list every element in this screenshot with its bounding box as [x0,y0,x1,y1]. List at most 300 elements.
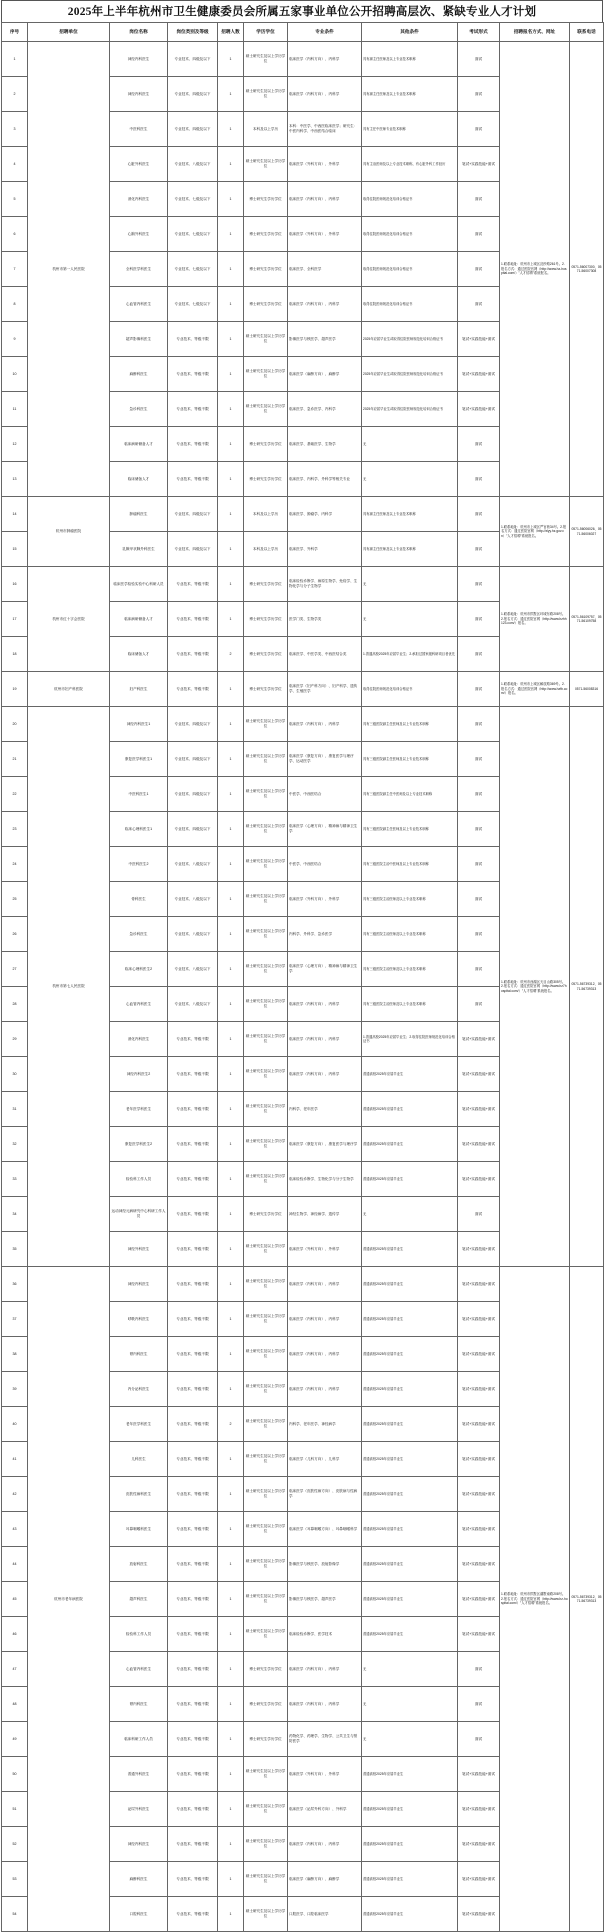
cell-education: 硕士研究生及以上学历学位 [244,847,288,882]
cell-education: 硕士研究生及以上学历学位 [244,322,288,357]
cell-exam: 面试 [458,742,500,777]
cell-major: 临床医学（妇产科方向）、妇产科学、遗传学、生殖医学 [288,672,362,707]
cell-education: 博士研究生学历学位 [244,637,288,672]
cell-no: 53 [2,1862,28,1897]
cell-phone: 0571-56007300、0571-56007308 [570,42,604,497]
cell-post: 检验科工作人员 [110,1162,168,1197]
cell-other: 具有副主任医师及以上专业技术职称 [362,497,458,532]
cell-exam: 面试 [458,532,500,567]
cell-category: 专业技术、四级及以下 [168,707,218,742]
cell-education: 硕士研究生及以上学历学位 [244,1302,288,1337]
cell-education: 硕士研究生及以上学历学位 [244,1477,288,1512]
cell-no: 50 [2,1757,28,1792]
cell-post: 呼吸内科医生 [110,1302,168,1337]
cell-post: 超声影像科医生 [110,322,168,357]
cell-category: 专业技术、八级及以下 [168,952,218,987]
cell-category: 专业技术、等级不限 [168,567,218,602]
cell-education: 博士研究生学历学位 [244,1722,288,1757]
cell-education: 硕士研究生及以上学历学位 [244,1092,288,1127]
cell-major: 内科学、老年医学、神经病学 [288,1407,362,1442]
table-row [2,672,604,707]
cell-other: 具有三级医院副主任医师及以上专业技术职称 [362,707,458,742]
cell-category: 专业技术、八级及以下 [168,147,218,182]
cell-number: 1 [218,1722,244,1757]
cell-exam: 笔试+实践技能+面试 [458,392,500,427]
cell-exam: 面试 [458,217,500,252]
cell-category: 专业技术、等级不限 [168,1827,218,1862]
cell-number: 1 [218,322,244,357]
cell-major: 临床医学、外科学 [288,532,362,567]
cell-post: 心血管内科医生 [110,287,168,322]
cell-other: 具有三级医院主治医师及以上专业技术职称 [362,987,458,1022]
cell-post: 耳鼻咽喉科医生 [110,1512,168,1547]
cell-registration: 1.联系地址：杭州市上城区浣纱路261号。2.报名方式：通过医院官网（http://www.hz-hospital.com/）"人才招聘"系统报名。 [500,42,570,497]
cell-category: 专业技术、等级不限 [168,1057,218,1092]
cell-education: 硕士研究生及以上学历学位 [244,812,288,847]
cell-education: 硕士研究生及以上学历学位 [244,1267,288,1302]
cell-no: 45 [2,1582,28,1617]
header-unit: 招聘单位 [28,23,110,42]
cell-exam: 面试 [458,707,500,742]
cell-other: 取得住院医师规范化培训合格证书 [362,182,458,217]
cell-category: 专业技术、四级及以下 [168,77,218,112]
cell-category: 专业技术、等级不限 [168,1477,218,1512]
cell-category: 专业技术、等级不限 [168,1442,218,1477]
cell-post: 急诊科医生 [110,392,168,427]
cell-education: 硕士研究生及以上学历学位 [244,357,288,392]
cell-other: 普通高校2025年应届毕业生 [362,1092,458,1127]
cell-major: 临床医学（儿科方向）、儿科学 [288,1442,362,1477]
cell-no: 4 [2,147,28,182]
cell-no: 33 [2,1162,28,1197]
cell-post: 临床心理科医生2 [110,952,168,987]
cell-category: 专业技术、等级不限 [168,1162,218,1197]
cell-exam: 笔试+实践技能+面试 [458,1617,500,1652]
cell-education: 博士研究生学历学位 [244,462,288,497]
cell-category: 专业技术、四级及以下 [168,812,218,847]
cell-post: 麻醉科医生 [110,1862,168,1897]
cell-category: 专业技术、等级不限 [168,1337,218,1372]
cell-education: 硕士研究生及以上学历学位 [244,1407,288,1442]
cell-other: 具有副主任医师及以上专业技术职称 [362,42,458,77]
cell-other: 取得住院医师规范化培训合格证书 [362,672,458,707]
cell-category: 专业技术、等级不限 [168,1722,218,1757]
cell-no: 39 [2,1372,28,1407]
cell-major: 临床医学（内科方向）、内科学 [288,42,362,77]
cell-major: 临床检验诊断学、病原生物学、免疫学、生物化学与分子生物学 [288,567,362,602]
cell-exam: 面试 [458,252,500,287]
cell-number: 1 [218,1127,244,1162]
cell-major: 影像医学与核医学、超声医学 [288,1582,362,1617]
cell-category: 专业技术、七级及以下 [168,252,218,287]
cell-no: 14 [2,497,28,532]
cell-other: 普通高校2025年应届毕业生 [362,1827,458,1862]
cell-no: 15 [2,532,28,567]
cell-number: 1 [218,287,244,322]
cell-major: 本科：中医学、中西医临床医学；研究生：中医内科学、中西医结合临床 [288,112,362,147]
header-other: 其他条件 [362,23,458,42]
cell-post: 康复医学科医生2 [110,1127,168,1162]
cell-major: 医学门类、生物学类 [288,602,362,637]
cell-category: 专业技术、等级不限 [168,1092,218,1127]
cell-exam: 笔试+实践技能+面试 [458,1162,500,1197]
cell-no: 12 [2,427,28,462]
cell-other: 普通高校2025年应届毕业生 [362,1617,458,1652]
header-category: 岗位类别及等级 [168,23,218,42]
cell-post: 临床医学检验实验中心科研人员 [110,567,168,602]
cell-post: 心脏外科医生 [110,147,168,182]
cell-category: 专业技术、等级不限 [168,427,218,462]
cell-major: 临床医学（外科方向）、外科学 [288,147,362,182]
cell-other: 无 [362,567,458,602]
cell-education: 博士研究生学历学位 [244,1197,288,1232]
cell-no: 52 [2,1827,28,1862]
cell-major: 临床医学（内科方向）、内科学 [288,1687,362,1722]
cell-post: 皮肤性病科医生 [110,1477,168,1512]
cell-no: 41 [2,1442,28,1477]
cell-no: 38 [2,1337,28,1372]
cell-post: 普通外科医生 [110,1757,168,1792]
cell-education: 博士研究生学历学位 [244,182,288,217]
cell-post: 神经内科医生 [110,42,168,77]
cell-major: 临床医学（皮肤性病方向）、皮肤病与性病学 [288,1477,362,1512]
cell-exam: 笔试+实践技能+面试 [458,322,500,357]
cell-unit: 杭州市红十字会医院 [28,567,110,672]
cell-education: 硕士研究生及以上学历学位 [244,1827,288,1862]
cell-number: 1 [218,532,244,567]
cell-exam: 面试 [458,917,500,952]
cell-major: 中医学、中西医结合 [288,847,362,882]
cell-exam: 笔试+实践技能+面试 [458,1022,500,1057]
header-number: 招聘人数 [218,23,244,42]
cell-education: 硕士研究生及以上学历学位 [244,1792,288,1827]
cell-other: 具有副主任医师及以上专业技术职称 [362,532,458,567]
cell-number: 1 [218,1652,244,1687]
cell-category: 专业技术、四级及以下 [168,497,218,532]
cell-category: 专业技术、等级不限 [168,1792,218,1827]
cell-exam: 面试 [458,602,500,637]
cell-exam: 面试 [458,1722,500,1757]
cell-other: 取得住院医师规范化培训合格证书 [362,287,458,322]
cell-registration: 1.联系地址：杭州市拱墅区湖墅南路208号。2.报名方式：通过医院官网（http://www.hz-hospital.com/）"人才招聘"系统报名。 [500,1267,570,1932]
cell-number: 1 [218,672,244,707]
cell-other: 具有三级医院副主任医师及以上专业技术职称 [362,742,458,777]
cell-other: 1.普通高校2025年应届毕业生；2.承担过国家级科研项目者优先 [362,637,458,672]
cell-education: 硕士研究生及以上学历学位 [244,987,288,1022]
cell-other: 普通高校2025年应届毕业生 [362,1512,458,1547]
cell-no: 10 [2,357,28,392]
cell-unit: 杭州市第七人民医院 [28,707,110,1267]
cell-category: 专业技术、等级不限 [168,1897,218,1932]
cell-exam: 笔试+实践技能+面试 [458,1407,500,1442]
cell-education: 硕士研究生及以上学历学位 [244,42,288,77]
cell-category: 专业技术、等级不限 [168,1197,218,1232]
cell-no: 5 [2,182,28,217]
cell-unit: 杭州市妇产科医院 [28,672,110,707]
cell-education: 硕士研究生及以上学历学位 [244,1582,288,1617]
cell-major: 临床医学（内科方向）、内科学 [288,1372,362,1407]
cell-post: 放射科医生 [110,1547,168,1582]
cell-other: 2025年应届毕业生或取得住院医师规范化培训合格证书 [362,357,458,392]
cell-major: 临床医学（外科方向）、外科学 [288,217,362,252]
cell-major: 临床医学、中医学类、中西医结合类 [288,637,362,672]
cell-exam: 面试 [458,812,500,847]
cell-number: 1 [218,1022,244,1057]
cell-exam: 面试 [458,497,500,532]
cell-number: 1 [218,1302,244,1337]
cell-category: 专业技术、等级不限 [168,1372,218,1407]
cell-major: 临床医学（麻醉方向）、麻醉学 [288,1862,362,1897]
cell-other: 2025年应届毕业生或取得住院医师规范化培训合格证书 [362,392,458,427]
cell-no: 47 [2,1652,28,1687]
cell-education: 硕士研究生及以上学历学位 [244,1372,288,1407]
cell-category: 专业技术、等级不限 [168,1302,218,1337]
cell-no: 22 [2,777,28,812]
cell-major: 临床医学（内科方向）、内科学 [288,1337,362,1372]
cell-category: 专业技术、等级不限 [168,1407,218,1442]
cell-phone: 0571-56739312、0571-56739313 [570,707,604,1267]
cell-education: 硕士研究生及以上学历学位 [244,1442,288,1477]
cell-post: 心血管内科医生 [110,1652,168,1687]
cell-number: 1 [218,1442,244,1477]
cell-unit: 杭州市肿瘤医院 [28,497,110,567]
cell-no: 37 [2,1302,28,1337]
cell-major: 临床医学（内科方向）、内科学 [288,1267,362,1302]
cell-other: 普通高校2025年应届毕业生 [362,1162,458,1197]
cell-other: 普通高校2025年应届毕业生 [362,1302,458,1337]
header-no: 序号 [2,23,28,42]
cell-category: 专业技术、等级不限 [168,1232,218,1267]
cell-major: 临床医学（耳鼻咽喉方向）、耳鼻咽喉科学 [288,1512,362,1547]
cell-education: 硕士研究生及以上学历学位 [244,1232,288,1267]
cell-number: 1 [218,252,244,287]
cell-major: 临床医学（内科方向）、内科学 [288,987,362,1022]
cell-education: 硕士研究生及以上学历学位 [244,742,288,777]
cell-major: 药物化学、药理学、生物学、公共卫生与预防医学 [288,1722,362,1757]
cell-education: 博士研究生学历学位 [244,567,288,602]
cell-education: 硕士研究生及以上学历学位 [244,1617,288,1652]
cell-education: 硕士研究生及以上学历学位 [244,147,288,182]
cell-no: 23 [2,812,28,847]
cell-number: 1 [218,1057,244,1092]
cell-education: 博士研究生学历学位 [244,287,288,322]
cell-post: 儿科医生 [110,1442,168,1477]
cell-other: 无 [362,1722,458,1757]
cell-post: 骨科医生 [110,882,168,917]
cell-number: 1 [218,217,244,252]
cell-exam: 面试 [458,637,500,672]
cell-number: 1 [218,952,244,987]
cell-no: 44 [2,1547,28,1582]
cell-number: 1 [218,1232,244,1267]
cell-other: 1.普通高校2025年应届毕业生；2.取得住院医师规范化培训合格证书 [362,1022,458,1057]
cell-number: 1 [218,777,244,812]
cell-number: 1 [218,392,244,427]
cell-education: 硕士研究生及以上学历学位 [244,952,288,987]
cell-no: 35 [2,1232,28,1267]
table-row [2,42,604,77]
cell-education: 硕士研究生及以上学历学位 [244,1162,288,1197]
cell-major: 临床医学（外科方向）、外科学 [288,882,362,917]
cell-no: 13 [2,462,28,497]
cell-post: 临床科研工作人员 [110,1722,168,1757]
cell-number: 1 [218,1477,244,1512]
cell-post: 运动神经元病研究中心科研工作人员 [110,1197,168,1232]
cell-category: 专业技术、七级及以下 [168,287,218,322]
cell-no: 32 [2,1127,28,1162]
cell-post: 心血管内科医生 [110,987,168,1022]
cell-exam: 笔试+实践技能+面试 [458,1477,500,1512]
header-education: 学历学位 [244,23,288,42]
cell-no: 8 [2,287,28,322]
cell-education: 本科及以上学历 [244,112,288,147]
cell-exam: 面试 [458,112,500,147]
cell-education: 博士研究生学历学位 [244,427,288,462]
cell-education: 博士研究生学历学位 [244,602,288,637]
cell-other: 普通高校2025年应届毕业生 [362,1547,458,1582]
cell-education: 硕士研究生及以上学历学位 [244,882,288,917]
cell-category: 专业技术、等级不限 [168,1687,218,1722]
cell-major: 临床医学、肿瘤学、内科学 [288,497,362,532]
cell-other: 普通高校2025年应届毕业生 [362,1267,458,1302]
cell-category: 专业技术、四级及以下 [168,112,218,147]
cell-category: 专业技术、等级不限 [168,357,218,392]
cell-no: 18 [2,637,28,672]
cell-exam: 笔试+实践技能+面试 [458,1372,500,1407]
cell-no: 27 [2,952,28,987]
cell-no: 40 [2,1407,28,1442]
cell-exam: 笔试+实践技能+面试 [458,357,500,392]
cell-no: 11 [2,392,28,427]
cell-number: 1 [218,182,244,217]
cell-education: 博士研究生学历学位 [244,217,288,252]
cell-other: 具有三级医院副主任医师及以上专业技术职称 [362,812,458,847]
cell-number: 2 [218,1407,244,1442]
cell-no: 21 [2,742,28,777]
cell-other: 具有三级医院副主任中医师及以上专业技术职称 [362,777,458,812]
cell-no: 24 [2,847,28,882]
cell-education: 硕士研究生及以上学历学位 [244,1022,288,1057]
cell-no: 25 [2,882,28,917]
cell-other: 具有三级医院主治医师及以上专业技术职称 [362,952,458,987]
cell-major: 临床医学、全科医学 [288,252,362,287]
recruitment-table [1,22,604,1932]
cell-exam: 面试 [458,847,500,882]
header-row [2,23,604,42]
cell-exam: 面试 [458,952,500,987]
cell-major: 临床医学（内科方向）、内科学 [288,707,362,742]
cell-category: 专业技术、四级及以下 [168,532,218,567]
cell-number: 1 [218,1792,244,1827]
cell-category: 专业技术、八级及以下 [168,882,218,917]
cell-category: 专业技术、等级不限 [168,1582,218,1617]
cell-post: 神经内科医生 [110,1267,168,1302]
header-exam: 考试形式 [458,23,500,42]
cell-category: 专业技术、等级不限 [168,1862,218,1897]
cell-no: 42 [2,1477,28,1512]
cell-other: 无 [362,1687,458,1722]
cell-number: 1 [218,112,244,147]
cell-exam: 笔试+实践技能+面试 [458,1547,500,1582]
cell-exam: 面试 [458,1197,500,1232]
cell-other: 普通高校2025年应届毕业生 [362,1407,458,1442]
cell-other: 普通高校2025年应届毕业生 [362,1757,458,1792]
cell-phone: 0571-56109757、0571-56109758 [570,567,604,672]
cell-number: 1 [218,1827,244,1862]
cell-no: 2 [2,77,28,112]
cell-other: 无 [362,1197,458,1232]
cell-registration: 1.联系地址：杭州市西湖区天目山路305号。2.报名方式：通过医院官网（http://www.hz7hospital.com/）"人才招聘"系统报名。 [500,707,570,1267]
cell-other: 取得住院医师规范化培训合格证书 [362,217,458,252]
cell-major: 临床医学（内科方向）、内科学 [288,1302,362,1337]
cell-number: 1 [218,602,244,637]
cell-other: 具有三级医院主治医师及以上专业技术职称 [362,882,458,917]
cell-exam: 面试 [458,77,500,112]
cell-post: 口腔科医生 [110,1897,168,1932]
cell-phone: 0571-56008316 [570,672,604,707]
cell-post: 神经内科医生 [110,77,168,112]
cell-post: 老年医学科医生 [110,1092,168,1127]
cell-phone: 0571-56739312、0571-56739313 [570,1267,604,1932]
cell-number: 1 [218,147,244,182]
cell-major: 临床医学（麻醉方向）、麻醉学 [288,357,362,392]
cell-post: 乳腺甲状腺外科医生 [110,532,168,567]
cell-major: 临床医学（内科方向）、内科学 [288,1827,362,1862]
cell-other: 具有主治医师及以上专业技术职称，有心脏外科工作经历 [362,147,458,182]
cell-exam: 面试 [458,987,500,1022]
cell-exam: 面试 [458,567,500,602]
cell-unit: 杭州市第一人民医院 [28,42,110,497]
table-row [2,1267,604,1302]
cell-education: 硕士研究生及以上学历学位 [244,707,288,742]
cell-no: 51 [2,1792,28,1827]
cell-post: 心胸外科医生 [110,217,168,252]
cell-education: 硕士研究生及以上学历学位 [244,1512,288,1547]
cell-no: 26 [2,917,28,952]
cell-education: 博士研究生学历学位 [244,252,288,287]
cell-education: 硕士研究生及以上学历学位 [244,1127,288,1162]
cell-no: 49 [2,1722,28,1757]
cell-major: 临床医学（内科方向）、内科学 [288,1022,362,1057]
cell-number: 1 [218,1547,244,1582]
cell-major: 口腔医学、口腔临床医学 [288,1897,362,1932]
cell-number: 1 [218,427,244,462]
cell-exam: 笔试+实践技能+面试 [458,1757,500,1792]
cell-exam: 面试 [458,287,500,322]
cell-major: 临床医学（心理方向）、精神病与精神卫生学 [288,952,362,987]
cell-category: 专业技术、等级不限 [168,1757,218,1792]
cell-post: 神经内科医生1 [110,707,168,742]
cell-number: 2 [218,637,244,672]
cell-number: 1 [218,1617,244,1652]
cell-category: 专业技术、等级不限 [168,602,218,637]
cell-post: 临床储备人才 [110,462,168,497]
cell-major: 临床医学（外科方向）、外科学 [288,1757,362,1792]
cell-post: 检验科工作人员 [110,1617,168,1652]
cell-exam: 笔试+实践技能+面试 [458,1582,500,1617]
cell-no: 31 [2,1092,28,1127]
cell-other: 无 [362,462,458,497]
cell-category: 专业技术、等级不限 [168,1547,218,1582]
cell-number: 1 [218,707,244,742]
cell-number: 1 [218,1267,244,1302]
cell-number: 1 [218,1197,244,1232]
cell-post: 妇产科医生 [110,672,168,707]
cell-post: 临床储备人才 [110,637,168,672]
cell-no: 34 [2,1197,28,1232]
cell-major: 临床检验诊断学、生物化学与分子生物学 [288,1162,362,1197]
cell-category: 专业技术、八级及以下 [168,987,218,1022]
